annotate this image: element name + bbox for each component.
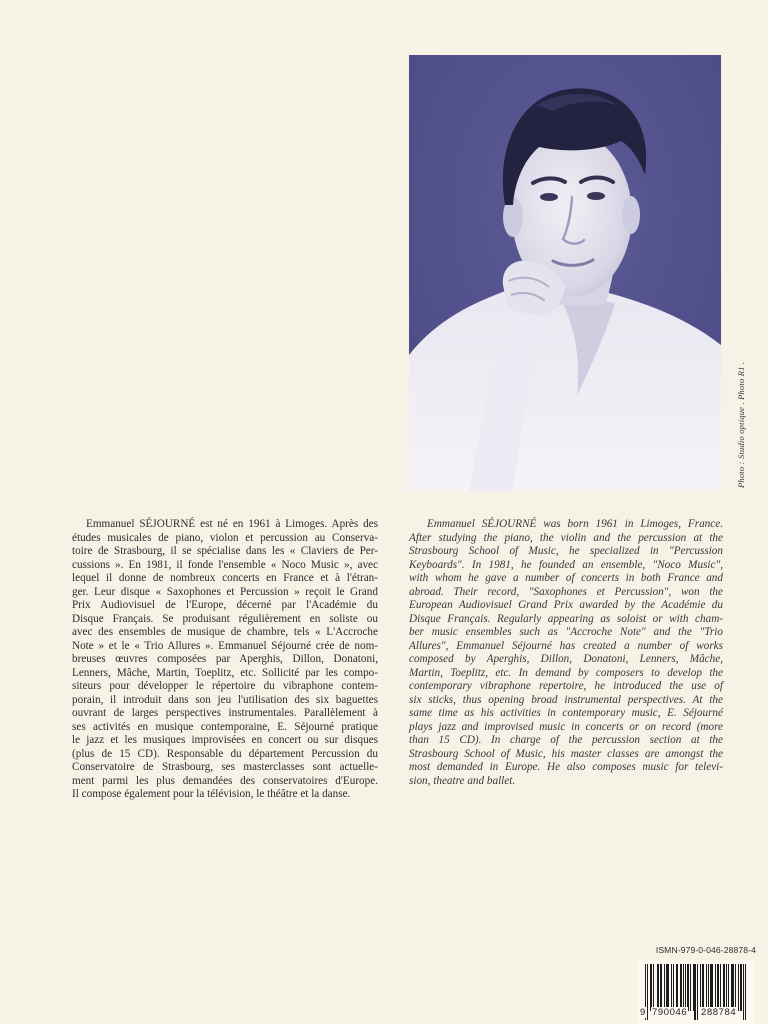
barcode-bar: [710, 964, 711, 1011]
bio-fr-line: ment parmi les plus demandées des conservatoires d'Europe.: [72, 774, 378, 787]
bio-fr-line: Emmanuel SÉJOURNÉ est né en 1961 à Limoges. Après des: [86, 518, 378, 530]
bio-en-line: After studying the piano, the violin and the percussion at the: [409, 531, 723, 544]
barcode-bar: [708, 964, 709, 1011]
bio-en-line: Martin, Toeplitz, etc. In demand by composers to develop the: [409, 666, 723, 679]
bio-en-line: composed by Aperghis, Dillon, Donatoni, Lenners, Mâche,: [409, 653, 723, 665]
bio-en-line: Disque Français. Regularly appearing as soloist or with cham-: [409, 612, 723, 625]
bio-en-line: Strasbourg School of Music, he specialized in "Percussion: [409, 545, 723, 557]
barcode-bar: [718, 964, 719, 1011]
bio-fr-line: toire de Strasbourg, il se spécialise dans les « Claviers de Per-: [72, 545, 378, 557]
barcode-bar: [738, 964, 739, 1011]
bio-fr-line: Lenners, Mâche, Martin, Toeplitz, etc. Sollicité par les compo-: [72, 666, 378, 679]
bio-fr-line: Disque Français. Se produisant régulièrement en soliste ou: [72, 612, 378, 625]
bio-fr-line: ger. Leur disque « Saxophones et Percussion » reçoit le Grand: [72, 585, 378, 598]
bio-fr-line: Conservatoire de Strasbourg, ses masterclasses sont actuelle-: [72, 761, 378, 773]
barcode-digit-first: 9: [640, 1007, 646, 1018]
barcode-bar: [697, 964, 698, 1020]
bio-fr-line: breuses œuvres composées par Aperghis, Dillon, Donatoni,: [72, 653, 378, 665]
bio-en-line: with whom he gave a number of concerts in both France and: [409, 572, 723, 584]
barcode-bar: [693, 964, 694, 1011]
barcode-bar: [733, 964, 734, 1011]
bio-fr-line: Note » et le « Trio Allures ». Emmanuel Séjourné crée de nom-: [72, 639, 378, 652]
barcode-bar: [743, 964, 744, 1020]
barcode-bar: [732, 964, 733, 1011]
barcode-bar: [647, 964, 648, 1020]
bio-en-line: ber music ensembles such as "Accroche Note" and the "Trio: [409, 626, 723, 638]
barcode-bar: [702, 964, 703, 1011]
barcode-bar: [685, 964, 686, 1011]
barcode-bar: [677, 964, 678, 1011]
barcode-bar: [690, 964, 691, 1011]
barcode-bar: [731, 964, 732, 1011]
bio-en-line: contemporary vibraphone repertoire, he introduced the use of: [409, 680, 723, 692]
portrait-illustration: [409, 55, 721, 491]
bio-en-line: European Audiovisuel Grand Prix awarded by the Académie du: [409, 599, 723, 611]
bio-fr-line: lequel il donne de nombreux concerts en France et à l'étran-: [72, 572, 378, 584]
bio-en-line: than 15 CD). In charge of the percussion section at the: [409, 734, 723, 746]
bio-fr-line: Prix Audiovisuel de l'Europe, décerné par l'Académie du: [72, 599, 378, 611]
bio-en-line: six sticks, thus opening broad instrumental perspectives. At the: [409, 693, 723, 706]
bio-en-line: Allures", Emmanuel Séjourné has created a number of works: [409, 639, 723, 652]
barcode-bar: [680, 964, 681, 1011]
barcode-bar: [715, 964, 716, 1011]
barcode-bar: [717, 964, 718, 1011]
barcode-bar: [683, 964, 684, 1011]
barcode-bar: [666, 964, 667, 1011]
bio-fr-line: avec des ensembles de musique de chambre, tels « L'Accroche: [72, 626, 378, 638]
bio-fr-line: ouvrant de larges perspectives instrumentales. Parallèlement à: [72, 707, 378, 719]
bio-fr-line: cussions ». En 1981, il fonde l'ensemble « Noco Music », avec: [72, 558, 378, 571]
bio-en-line: sion, theatre and ballet.: [409, 774, 516, 787]
biography-french: [72, 518, 378, 802]
barcode-bar: [671, 964, 672, 1011]
barcode-bar: [728, 964, 729, 1011]
barcode-digits-right: 288784: [701, 1007, 737, 1018]
bio-fr-line: (plus de 15 CD). Responsable du département Percussion du: [72, 747, 378, 760]
bio-fr-line: le jazz et les musiques improvisées en concert ou sur disques: [72, 734, 378, 746]
barcode-digits-left: 790046: [652, 1007, 688, 1018]
barcode-bar: [687, 964, 688, 1011]
barcode-bar: [711, 964, 712, 1011]
barcode-bar: [745, 964, 746, 1020]
barcode-bar: [651, 964, 652, 1011]
bio-en-line: same time as his activities in contemporary music, E. Séjourné: [409, 707, 723, 719]
bio-fr-line: études musicales de piano, violon et percussion au Conserva-: [72, 531, 378, 544]
barcode-bar: [657, 964, 658, 1011]
barcode-bar: [706, 964, 707, 1011]
barcode-bar: [653, 964, 654, 1011]
barcode-bar: [735, 964, 736, 1011]
bio-en-line: Keyboards". In 1981, he founded an ensemble, "Noco Music",: [409, 558, 723, 571]
barcode-bar: [695, 964, 696, 1020]
barcode-bar: [673, 964, 674, 1011]
barcode-bar: [741, 964, 742, 1011]
barcode-bar: [660, 964, 661, 1011]
barcode-bar: [694, 964, 695, 1020]
bio-fr-line: porain, il introduit dans son jeu l'utilisation des six baguettes: [72, 693, 378, 706]
bio-fr-line: Il compose également pour la télévision, le théâtre et la danse.: [72, 788, 351, 800]
barcode-bar: [650, 964, 651, 1011]
barcode-bar: [661, 964, 662, 1011]
bio-en-line: Strasbourg School of Music, his master classes are amongst the: [409, 747, 723, 760]
biography-english: [409, 518, 723, 788]
barcode-bar: [667, 964, 668, 1011]
barcode-bar: [676, 964, 677, 1011]
barcode-bar: [658, 964, 659, 1011]
photo-credit: Photo : Studio optique . Photo R1 .: [736, 361, 746, 488]
bio-fr-line: ses activités en musique contemporaine, E. Séjourné pratique: [72, 720, 378, 733]
barcode-bar: [712, 964, 713, 1011]
barcode-bar: [681, 964, 682, 1011]
barcode-bar: [726, 964, 727, 1011]
barcode-bar: [688, 964, 689, 1011]
barcode-bar: [703, 964, 704, 1011]
ismn-number: ISMN-979-0-046-28878-4: [655, 945, 756, 955]
bio-en-line: abroad. Their record, "Saxophones et Percussion", won the: [409, 585, 723, 598]
bio-en-line: Emmanuel SÉJOURNÉ was born 1961 in Limoges, France.: [427, 518, 723, 530]
barcode-bar: [740, 964, 741, 1011]
portrait-photo: [409, 55, 721, 491]
barcode-bar: [720, 964, 721, 1011]
barcode-bar: [723, 964, 724, 1011]
barcode-bar: [724, 964, 725, 1011]
barcode-bar: [700, 964, 701, 1011]
bio-fr-line: siteurs pour développer le répertoire du vibraphone contem-: [72, 680, 378, 692]
bio-en-line: most demanded in Europe. He also composes music for televi-: [409, 761, 723, 773]
bio-en-line: plays jazz and improvised music in concerts or on record (more: [409, 720, 723, 733]
barcode-bar: [664, 964, 665, 1011]
barcode-bar: [668, 964, 669, 1011]
